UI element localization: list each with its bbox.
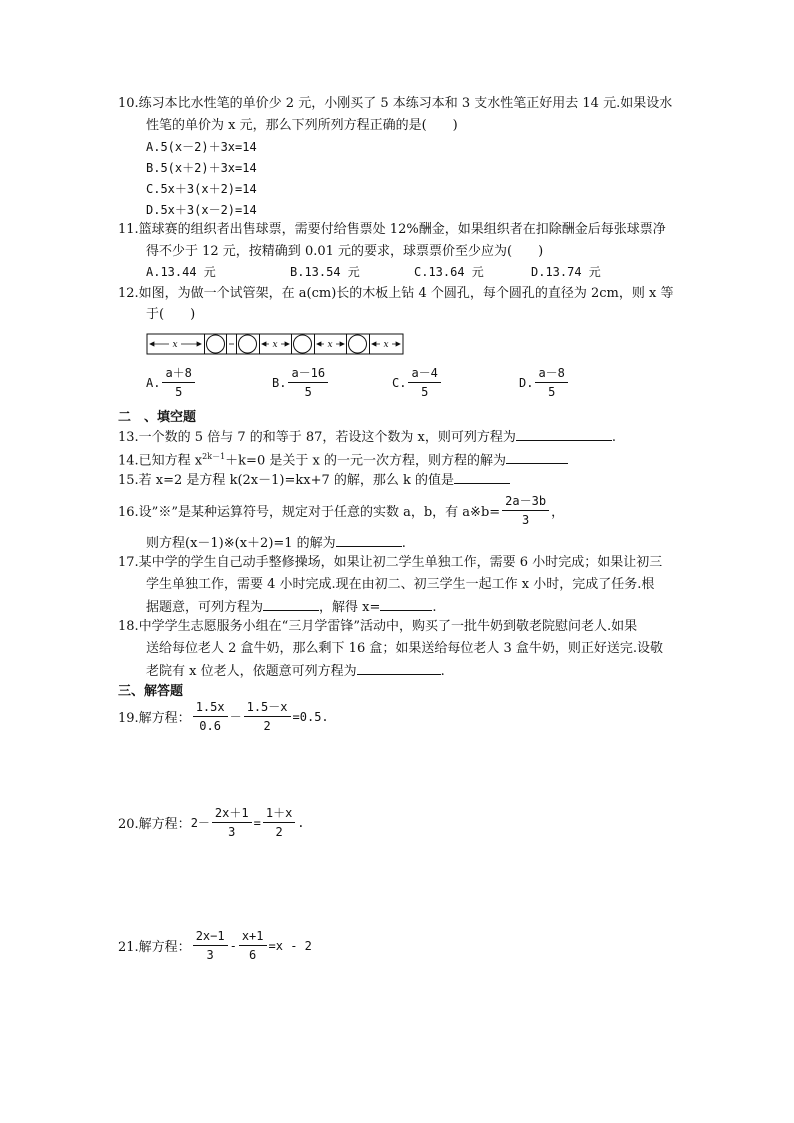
q10-line2: 性笔的单价为 x 元，那么下列所列方程正确的是( ) xyxy=(146,118,458,133)
fraction: $\frac{a-16}{5}$ xyxy=(288,366,328,399)
q10-option-c: C.5x＋3(x＋2)=14 xyxy=(146,182,257,196)
q12-option-c: C. $\frac{a-4}{5}$ xyxy=(392,366,443,399)
fraction: $\frac{x+1}{6}$ xyxy=(239,929,267,962)
q12-line2: 于( ) xyxy=(146,307,196,322)
hole-3 xyxy=(294,335,312,353)
q10-option-b: B.5(x＋2)＋3x=14 xyxy=(146,161,257,175)
fraction: $\frac{1.5x}{0.6}$ xyxy=(193,700,228,733)
q14: 14.已知方程 $x^{2k-1}+k=0$ 是关于 x 的一元一次方程，则方程的解为 xyxy=(118,447,568,471)
q12-option-d: D. $\frac{a-8}{5}$ xyxy=(519,366,570,399)
q20: 20.解方程： 2－ $\frac{2x+1}{3}$ = $\frac{1+x}{2}$ . xyxy=(118,806,305,839)
q16-line2: 则方程(x－1)※(x＋2)=1 的解为 . xyxy=(146,532,406,554)
q18-line2: 送给每位老人 2 盒牛奶，那么剩下 16 盒；如果送给每位老人 3 盒牛奶，则正好送完.设敬 xyxy=(146,641,664,656)
q17-line2: 学生单独工作，需要 4 小时完成.现在由初二、初三学生一起工作 x 小时，完成了任务.根 xyxy=(146,577,655,592)
q11-option-d: D.13.74 元 xyxy=(531,265,601,279)
q18-line3: 老院有 x 位老人，依题意可列方程为 . xyxy=(146,660,445,682)
fraction: $\frac{2x-1}{3}$ xyxy=(193,929,228,962)
q11-option-c: C.13.64 元 xyxy=(414,265,484,279)
x-label-2: x xyxy=(272,340,278,350)
answer-blank[interactable] xyxy=(263,596,319,611)
q16-line1: 16.设”※”是某种运算符号，规定对于任意的实数 a，b，有 a※b= $\frac{2a-3b}{3}$ ， xyxy=(118,494,565,527)
hole-4 xyxy=(349,335,367,353)
fraction: $\frac{2a-3b}{3}$ xyxy=(502,494,549,527)
answer-blank[interactable] xyxy=(357,660,441,675)
fraction: $\frac{1+x}{2}$ xyxy=(263,806,295,839)
x-label-4: x xyxy=(383,340,389,350)
x-label-1: x xyxy=(172,340,178,350)
q17-line1: 17.某中学的学生自己动手整修操场，如果让初二学生单独工作，需要 6 小时完成；如果让初三 xyxy=(118,555,663,570)
fraction: $\frac{1.5-x}{2}$ xyxy=(244,700,291,733)
fraction: $\frac{a+8}{5}$ xyxy=(162,366,194,399)
q10-option-d: D.5x＋3(x－2)=14 xyxy=(146,203,257,217)
q13: 13.一个数的 5 倍与 7 的和等于 87，若设这个数为 x，则可列方程为 . xyxy=(118,426,616,448)
q18-line1: 18.中学学生志愿服务小组在“三月学雷锋”活动中，购买了一批牛奶到敬老院慰问老人.如果 xyxy=(118,619,638,634)
q12-option-a: A. $\frac{a+8}{5}$ xyxy=(146,366,197,399)
q12-option-b: B. $\frac{a-16}{5}$ xyxy=(272,366,330,399)
answer-blank[interactable] xyxy=(506,449,568,464)
answer-blank[interactable] xyxy=(516,426,612,441)
fraction: $\frac{a-4}{5}$ xyxy=(408,366,440,399)
q15: 15.若 x=2 是方程 k(2x－1)=kx+7 的解，那么 k 的值是 xyxy=(118,469,510,491)
q19: 19.解方程： $\frac{1.5x}{0.6}$ － $\frac{1.5-x}{2}$ =0.5. xyxy=(118,700,329,733)
section-solve-heading: 三、解答题 xyxy=(118,684,184,699)
section-fill-in-heading: 二 、填空题 xyxy=(118,410,197,425)
q11-line1: 11.篮球赛的组织者出售球票，需要付给售票处 12%酬金，如果组织者在扣除酬金后每张球票净 xyxy=(118,222,666,237)
fraction: $\frac{a-8}{5}$ xyxy=(535,366,567,399)
q10-option-a: A.5(x－2)＋3x=14 xyxy=(146,140,257,154)
q17-line3: 据题意，可列方程为 ，解得 x= . xyxy=(146,596,437,618)
q10-line1: 10.练习本比水性笔的单价少 2 元，小刚买了 5 本练习本和 3 支水性笔正好用去 14 元.如果设水 xyxy=(118,96,673,111)
q11-line2: 得不少于 12 元，按精确到 0.01 元的要求，球票票价至少应为( ) xyxy=(146,244,544,259)
q12-line1: 12.如图，为做一个试管架，在 a(cm)长的木板上钻 4 个圆孔，每个圆孔的直径为 2cm，则 x 等 xyxy=(118,286,674,301)
board-diagram xyxy=(146,332,406,358)
test-tube-rack-figure xyxy=(146,332,406,362)
fraction: $\frac{2x+1}{3}$ xyxy=(212,806,252,839)
q21: 21.解方程： $\frac{2x-1}{3}$ - $\frac{x+1}{6}$ =x - 2 xyxy=(118,929,312,962)
x-label-3: x xyxy=(327,340,333,350)
q11-option-a: A.13.44 元 xyxy=(146,265,216,279)
answer-blank[interactable] xyxy=(454,469,510,484)
answer-blank[interactable] xyxy=(380,596,432,611)
hole-2 xyxy=(239,335,257,353)
answer-blank[interactable] xyxy=(336,532,402,547)
hole-1 xyxy=(207,335,225,353)
q11-option-b: B.13.54 元 xyxy=(290,265,360,279)
